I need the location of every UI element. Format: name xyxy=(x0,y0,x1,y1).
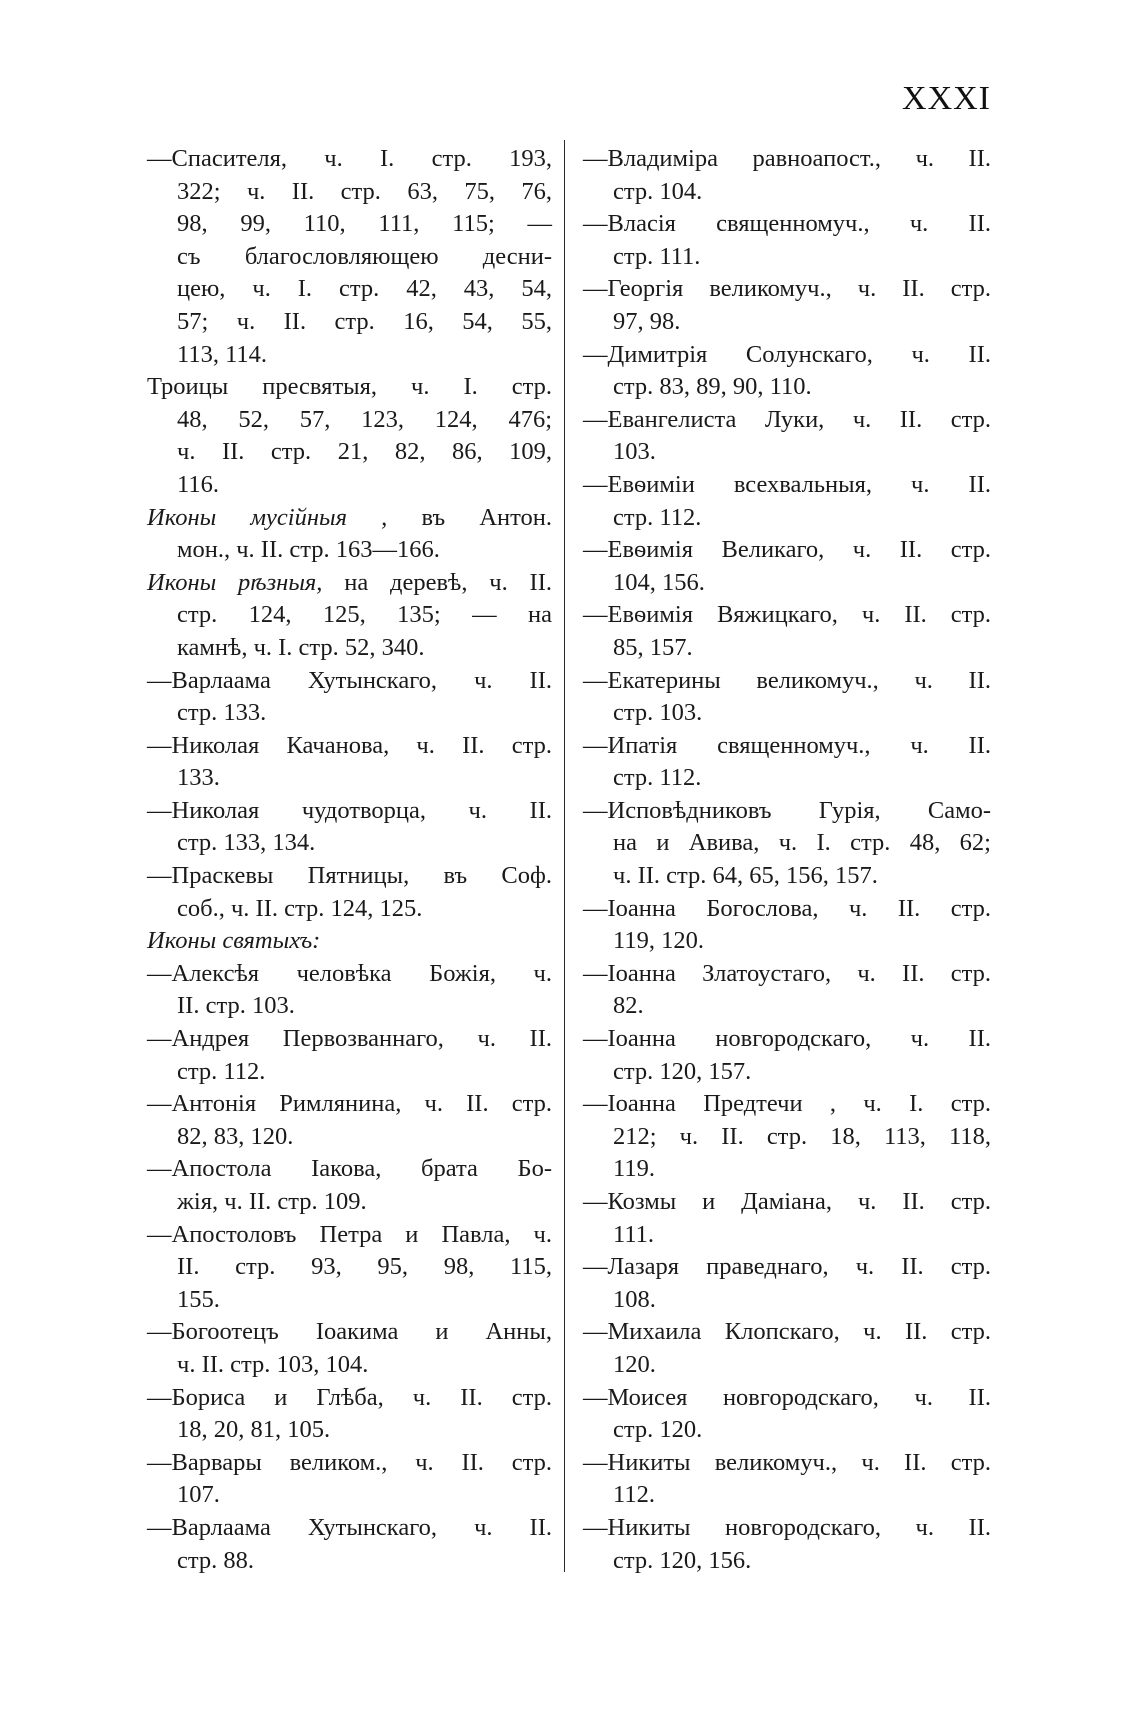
index-line: —Михаила Клопскаго, ч. II. стр. xyxy=(583,1318,991,1346)
index-line: 116. xyxy=(177,470,219,498)
index-line xyxy=(147,502,552,535)
index-line: —Власія священномуч., ч. II. xyxy=(583,210,991,238)
index-line: стр. 104. xyxy=(613,177,703,205)
index-entry xyxy=(583,893,991,958)
index-line: —Апостола Іакова, брата Бо- xyxy=(147,1155,552,1183)
index-entry xyxy=(147,371,552,501)
index-line: ч. II. стр. 103, 104. xyxy=(177,1350,369,1378)
index-line: камнѣ, ч. I. стр. 52, 340. xyxy=(177,633,425,661)
index-line: стр. 83, 89, 90, 110. xyxy=(613,373,812,401)
index-line: 322; ч. II. стр. 63, 75, 76, xyxy=(177,177,552,205)
index-line: 18, 20, 81, 105. xyxy=(177,1416,331,1444)
index-line: 107. xyxy=(177,1481,220,1509)
index-entry xyxy=(583,1023,991,1088)
index-entry xyxy=(147,1153,552,1218)
index-line: 119. xyxy=(613,1155,655,1183)
index-entry xyxy=(583,1447,991,1512)
index-line: —Варлаама Хутынскаго, ч. II. xyxy=(147,1513,552,1541)
index-entry xyxy=(147,1382,552,1447)
index-line: 98, 99, 110, 111, 115; — xyxy=(177,210,552,238)
index-entry xyxy=(583,1186,991,1251)
index-line: —Никиты новгородскаго, ч. II. xyxy=(583,1513,991,1541)
index-entry xyxy=(147,925,552,958)
index-entry xyxy=(147,860,552,925)
index-line: стр. 112. xyxy=(613,764,702,792)
index-line: —Праскевы Пятницы, въ Соф. xyxy=(147,862,552,890)
index-line: мон., ч. II. стр. 163—166. xyxy=(177,536,440,564)
index-line: 119, 120. xyxy=(613,927,704,955)
index-line: 103. xyxy=(613,438,656,466)
index-entry xyxy=(147,143,552,371)
index-line: —Козмы и Даміана, ч. II. стр. xyxy=(583,1188,991,1215)
index-line: ч. II. стр. 64, 65, 156, 157. xyxy=(613,862,878,890)
index-line: —Евѳиміи всехвальныя, ч. II. xyxy=(583,470,991,498)
index-entry xyxy=(147,1023,552,1088)
index-line: стр. 120. xyxy=(613,1416,703,1444)
index-line: на и Авива, ч. I. стр. 48, 62; xyxy=(613,829,991,857)
index-line: 133. xyxy=(177,764,220,792)
index-entry xyxy=(147,567,552,665)
index-entry xyxy=(583,208,991,273)
index-line: стр. 103. xyxy=(613,699,703,727)
index-entry xyxy=(147,1447,552,1512)
index-line: цею, ч. I. стр. 42, 43, 54, xyxy=(177,275,552,303)
index-line: —Евѳимія Вяжицкаго, ч. II. стр. xyxy=(583,601,991,629)
index-line: —Николая Качанова, ч. II. стр. xyxy=(147,731,552,759)
index-line: ч. II. стр. 21, 82, 86, 109, xyxy=(177,438,552,466)
index-line: стр. 112. xyxy=(177,1057,266,1085)
index-entry xyxy=(147,1088,552,1153)
index-line: II. стр. 93, 95, 98, 115, xyxy=(177,1253,552,1281)
page-number: XXXI xyxy=(902,80,991,117)
column-divider xyxy=(564,140,565,1572)
index-line: 212; ч. II. стр. 18, 113, 118, xyxy=(613,1122,991,1150)
index-line: стр. 112. xyxy=(613,503,702,531)
index-entry xyxy=(583,599,991,664)
index-line: —Іоанна Богослова, ч. II. стр. xyxy=(583,894,991,922)
index-line: —Димитрія Солунскаго, ч. II. xyxy=(583,340,991,368)
index-entry xyxy=(147,502,552,567)
index-line: —Алексѣя человѣка Божія, ч. xyxy=(147,959,552,987)
index-line-text: въ Антон. xyxy=(387,503,552,531)
index-line: —Никиты великомуч., ч. II. стр. xyxy=(583,1448,991,1476)
index-line: съ благословляющею десни- xyxy=(177,242,552,270)
index-line: 82. xyxy=(613,992,644,1020)
index-line: —Іоанна Предтечи , ч. I. стр. xyxy=(583,1090,991,1118)
index-line: —Лазаря праведнаго, ч. II. стр. xyxy=(583,1253,991,1281)
index-line: стр. 120, 156. xyxy=(613,1546,752,1574)
index-lead: Иконы мусійныя , xyxy=(147,503,388,531)
index-line: 108. xyxy=(613,1285,656,1313)
index-line: —Ипатія священномуч., ч. II. xyxy=(583,731,991,759)
index-line: —Моисея новгородскаго, ч. II. xyxy=(583,1383,991,1411)
index-line: 111. xyxy=(613,1220,655,1248)
index-line: 112. xyxy=(613,1481,655,1509)
index-line: —Богоотецъ Іоакима и Анны, xyxy=(147,1318,552,1346)
index-line: стр. 133. xyxy=(177,699,267,727)
index-entry xyxy=(583,1512,991,1577)
right-column xyxy=(583,143,991,1577)
index-line: —Варлаама Хутынскаго, ч. II. xyxy=(147,666,552,694)
index-line: 120. xyxy=(613,1350,656,1378)
index-entry xyxy=(583,1316,991,1381)
index-line: —Варвары великом., ч. II. стр. xyxy=(147,1448,552,1476)
index-line: —Спасителя, ч. I. стр. 193, xyxy=(147,145,552,172)
index-entry xyxy=(147,1512,552,1577)
index-entry xyxy=(583,273,991,338)
index-entry xyxy=(583,795,991,893)
index-line: 82, 83, 120. xyxy=(177,1122,294,1150)
index-line: стр. 133, 134. xyxy=(177,829,316,857)
index-line: стр. 124, 125, 135; — на xyxy=(177,601,552,629)
index-line: жія, ч. II. стр. 109. xyxy=(177,1188,367,1215)
index-line: 155. xyxy=(177,1285,220,1313)
index-entry xyxy=(147,958,552,1023)
index-line: 85, 157. xyxy=(613,633,693,661)
index-line-text: на деревѣ, ч. II. xyxy=(322,568,552,596)
index-line: II. стр. 103. xyxy=(177,992,295,1020)
index-line: —Андрея Первозваннаго, ч. II. xyxy=(147,1025,552,1053)
index-line: 113, 114. xyxy=(177,340,268,368)
index-line: 104, 156. xyxy=(613,568,705,596)
index-line: —Екатерины великомуч., ч. II. xyxy=(583,666,991,694)
index-line: —Георгія великомуч., ч. II. стр. xyxy=(583,275,991,303)
index-entry xyxy=(583,730,991,795)
index-entry xyxy=(583,534,991,599)
index-entry xyxy=(583,469,991,534)
index-entry xyxy=(147,730,552,795)
index-line: соб., ч. II. стр. 124, 125. xyxy=(177,894,423,922)
index-line: 57; ч. II. стр. 16, 54, 55, xyxy=(177,307,552,335)
index-line: —Іоанна новгородскаго, ч. II. xyxy=(583,1025,991,1053)
index-line: —Исповѣдниковъ Гурія, Само- xyxy=(583,796,991,824)
index-entry xyxy=(583,143,991,208)
index-line: Троицы пресвятыя, ч. I. стр. xyxy=(147,373,552,401)
index-line: 97, 98. xyxy=(613,307,681,335)
index-line xyxy=(147,567,552,600)
index-lead: Иконы рѣзныя, xyxy=(147,568,323,596)
index-line: —Евангелиста Луки, ч. II. стр. xyxy=(583,405,991,433)
left-column xyxy=(147,143,552,1577)
index-entry xyxy=(147,665,552,730)
index-entry xyxy=(147,1316,552,1381)
index-line: —Антонія Римлянина, ч. II. стр. xyxy=(147,1090,552,1118)
index-line: —Апостоловъ Петра и Павла, ч. xyxy=(147,1220,552,1248)
index-line: стр. 88. xyxy=(177,1546,255,1574)
index-entry xyxy=(147,795,552,860)
index-entry xyxy=(147,1219,552,1317)
index-entry xyxy=(583,404,991,469)
index-line: 48, 52, 57, 123, 124, 476; xyxy=(177,405,552,433)
index-line: —Бориса и Глѣба, ч. II. стр. xyxy=(147,1383,552,1411)
index-line: стр. 120, 157. xyxy=(613,1057,752,1085)
index-line: стр. 111. xyxy=(613,242,701,270)
index-line: —Николая чудотворца, ч. II. xyxy=(147,796,552,824)
index-line: —Владиміра равноапост., ч. II. xyxy=(583,145,991,172)
index-entry xyxy=(583,665,991,730)
index-entry xyxy=(583,339,991,404)
index-entry xyxy=(583,1382,991,1447)
index-entry xyxy=(583,1251,991,1316)
index-entry xyxy=(583,1088,991,1186)
index-line: —Евѳимія Великаго, ч. II. стр. xyxy=(583,536,991,564)
index-entry xyxy=(583,958,991,1023)
index-line: —Іоанна Златоустаго, ч. II. стр. xyxy=(583,959,991,987)
index-heading: Иконы святыхъ: xyxy=(147,927,321,955)
